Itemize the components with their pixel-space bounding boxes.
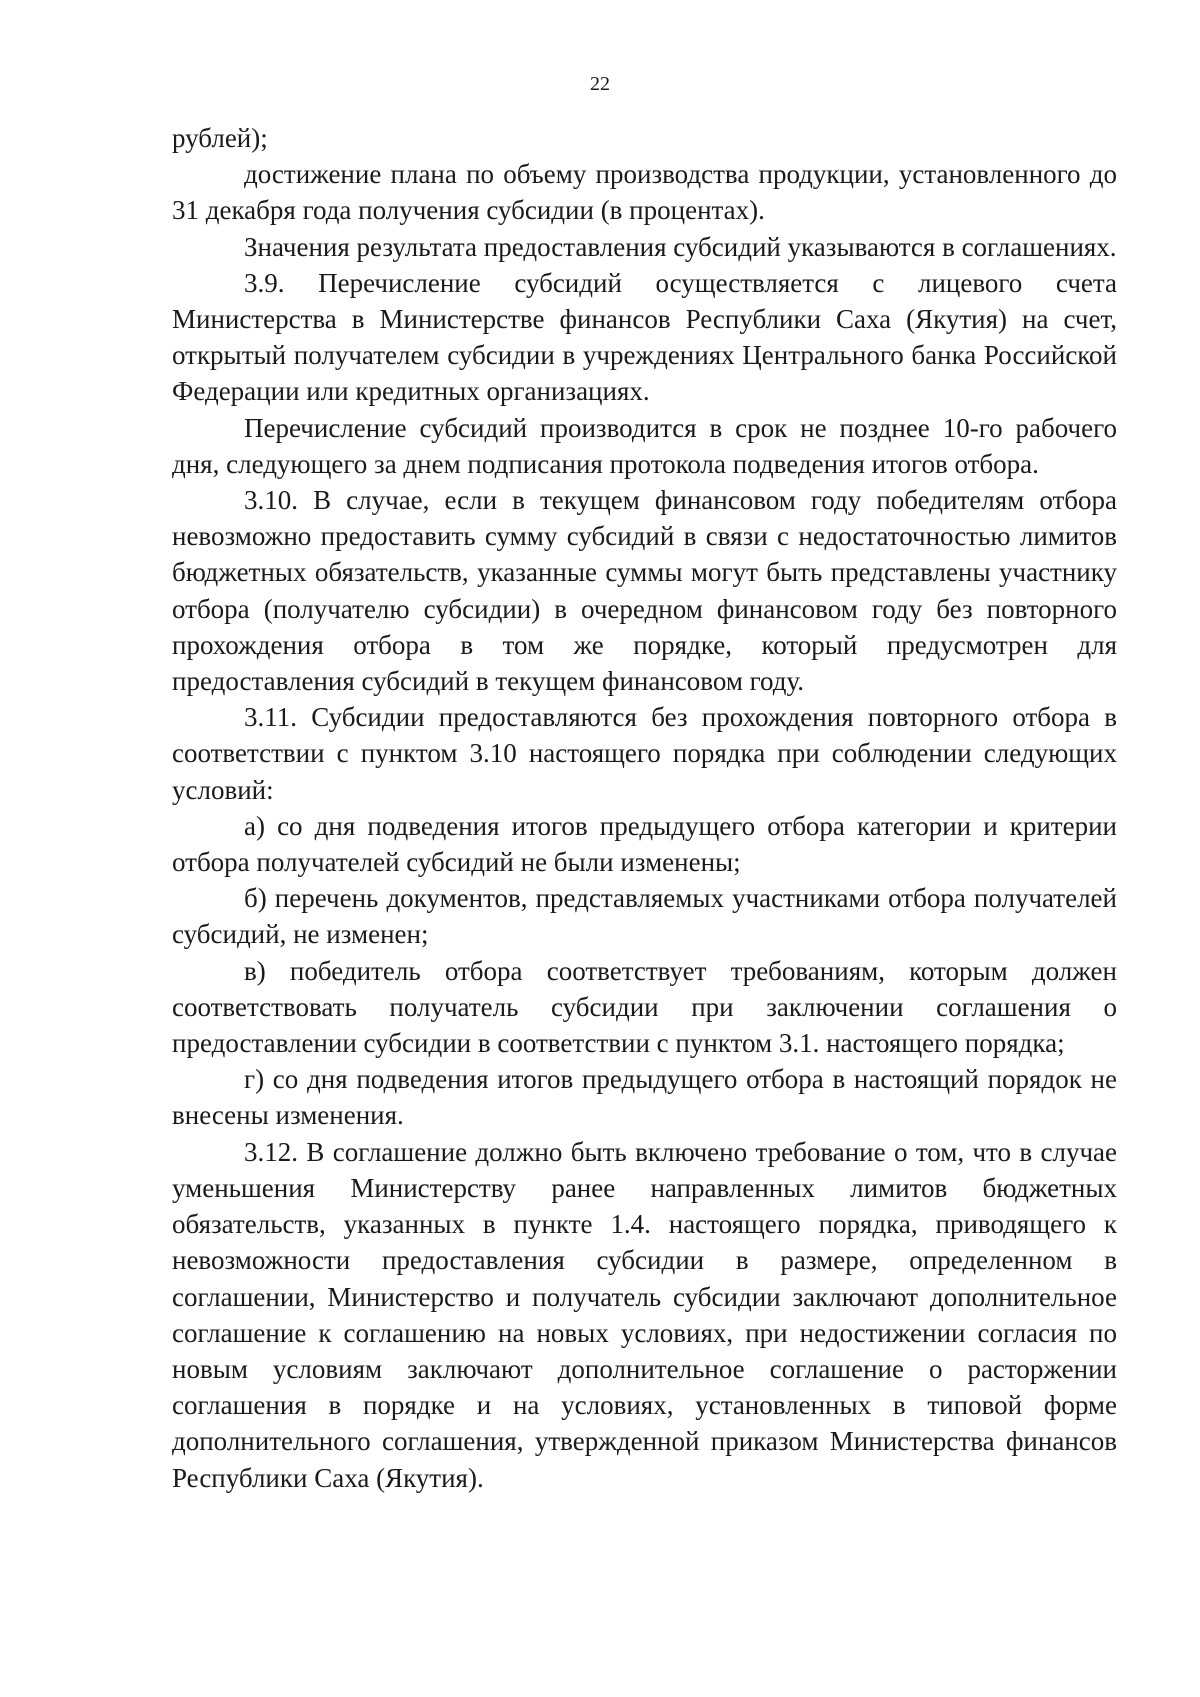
paragraph-continuation: рублей);: [172, 123, 268, 153]
paragraph-3-11: 3.11. Субсидии предоставляются без прохождения повторного отбора в соответствии с пунктом 3.10 настоящего порядка при соблюдении следующих условий:: [172, 702, 1117, 805]
paragraph-result-values: Значения результата предоставления субсидий указываются в соглашениях.: [244, 231, 1117, 262]
page-number: 22: [590, 73, 610, 95]
list-item-a: а) со дня подведения итогов предыдущего отбора категории и критерии отбора получателей субсидий не были изменены;: [172, 810, 1117, 878]
paragraph-3-12: 3.12. В соглашение должно быть включено требование о том, что в случае уменьшения Министерству ранее направленных лимитов бюджетных обязательств, указанных в пункте 1.4. настоящего порядка, приводящего к невозможности предоставления субсидии в размере, определенном в соглашении, Министерство и получатель субсидии заключают дополнительное соглашение к соглашению на новых условиях, при недостижении согласия по новым условиям заключают дополнительное соглашение о расторжении соглашения в порядке и на условиях, установленных в типовой форме дополнительного соглашения, утвержденной приказом Министерства финансов Республики Саха (Якутия).: [172, 1136, 1117, 1493]
paragraph-production-plan: достижение плана по объему производства продукции, установленного до 31 декабря года получения субсидии (в процентах).: [172, 159, 1117, 226]
paragraph-transfer-deadline: Перечисление субсидий производится в срок не позднее 10-го рабочего дня, следующего за днем подписания протокола подведения итогов отбора.: [172, 412, 1117, 479]
paragraph-3-10: 3.10. В случае, если в текущем финансовом году победителям отбора невозможно предоставить сумму субсидий в связи с недостаточностью лимитов бюджетных обязательств, указанные суммы могут быть представлены участнику отбора (получателю субсидии) в очередном финансовом году без повторного прохождения отбора в том же порядке, который предусмотрен для предоставления субсидий в текущем финансовом году.: [172, 485, 1117, 697]
paragraph-3-9: 3.9. Перечисление субсидий осуществляется с лицевого счета Министерства в Министерстве финансов Республики Саха (Якутия) на счет, открытый получателем субсидии в учреждениях Центрального банка Российской Федерации или кредитных организациях.: [172, 267, 1117, 407]
document-body: [172, 120, 1117, 1496]
list-item-g: г) со дня подведения итогов предыдущего отбора в настоящий порядок не внесены изменения.: [172, 1064, 1117, 1131]
list-item-b: б) перечень документов, представляемых участниками отбора получателей субсидий, не изменен;: [172, 883, 1117, 950]
list-item-v: в) победитель отбора соответствует требованиям, которым должен соответствовать получатель субсидии при заключении соглашения о предоставлении субсидии в соответствии с пунктом 3.1. настоящего порядка;: [172, 955, 1117, 1059]
